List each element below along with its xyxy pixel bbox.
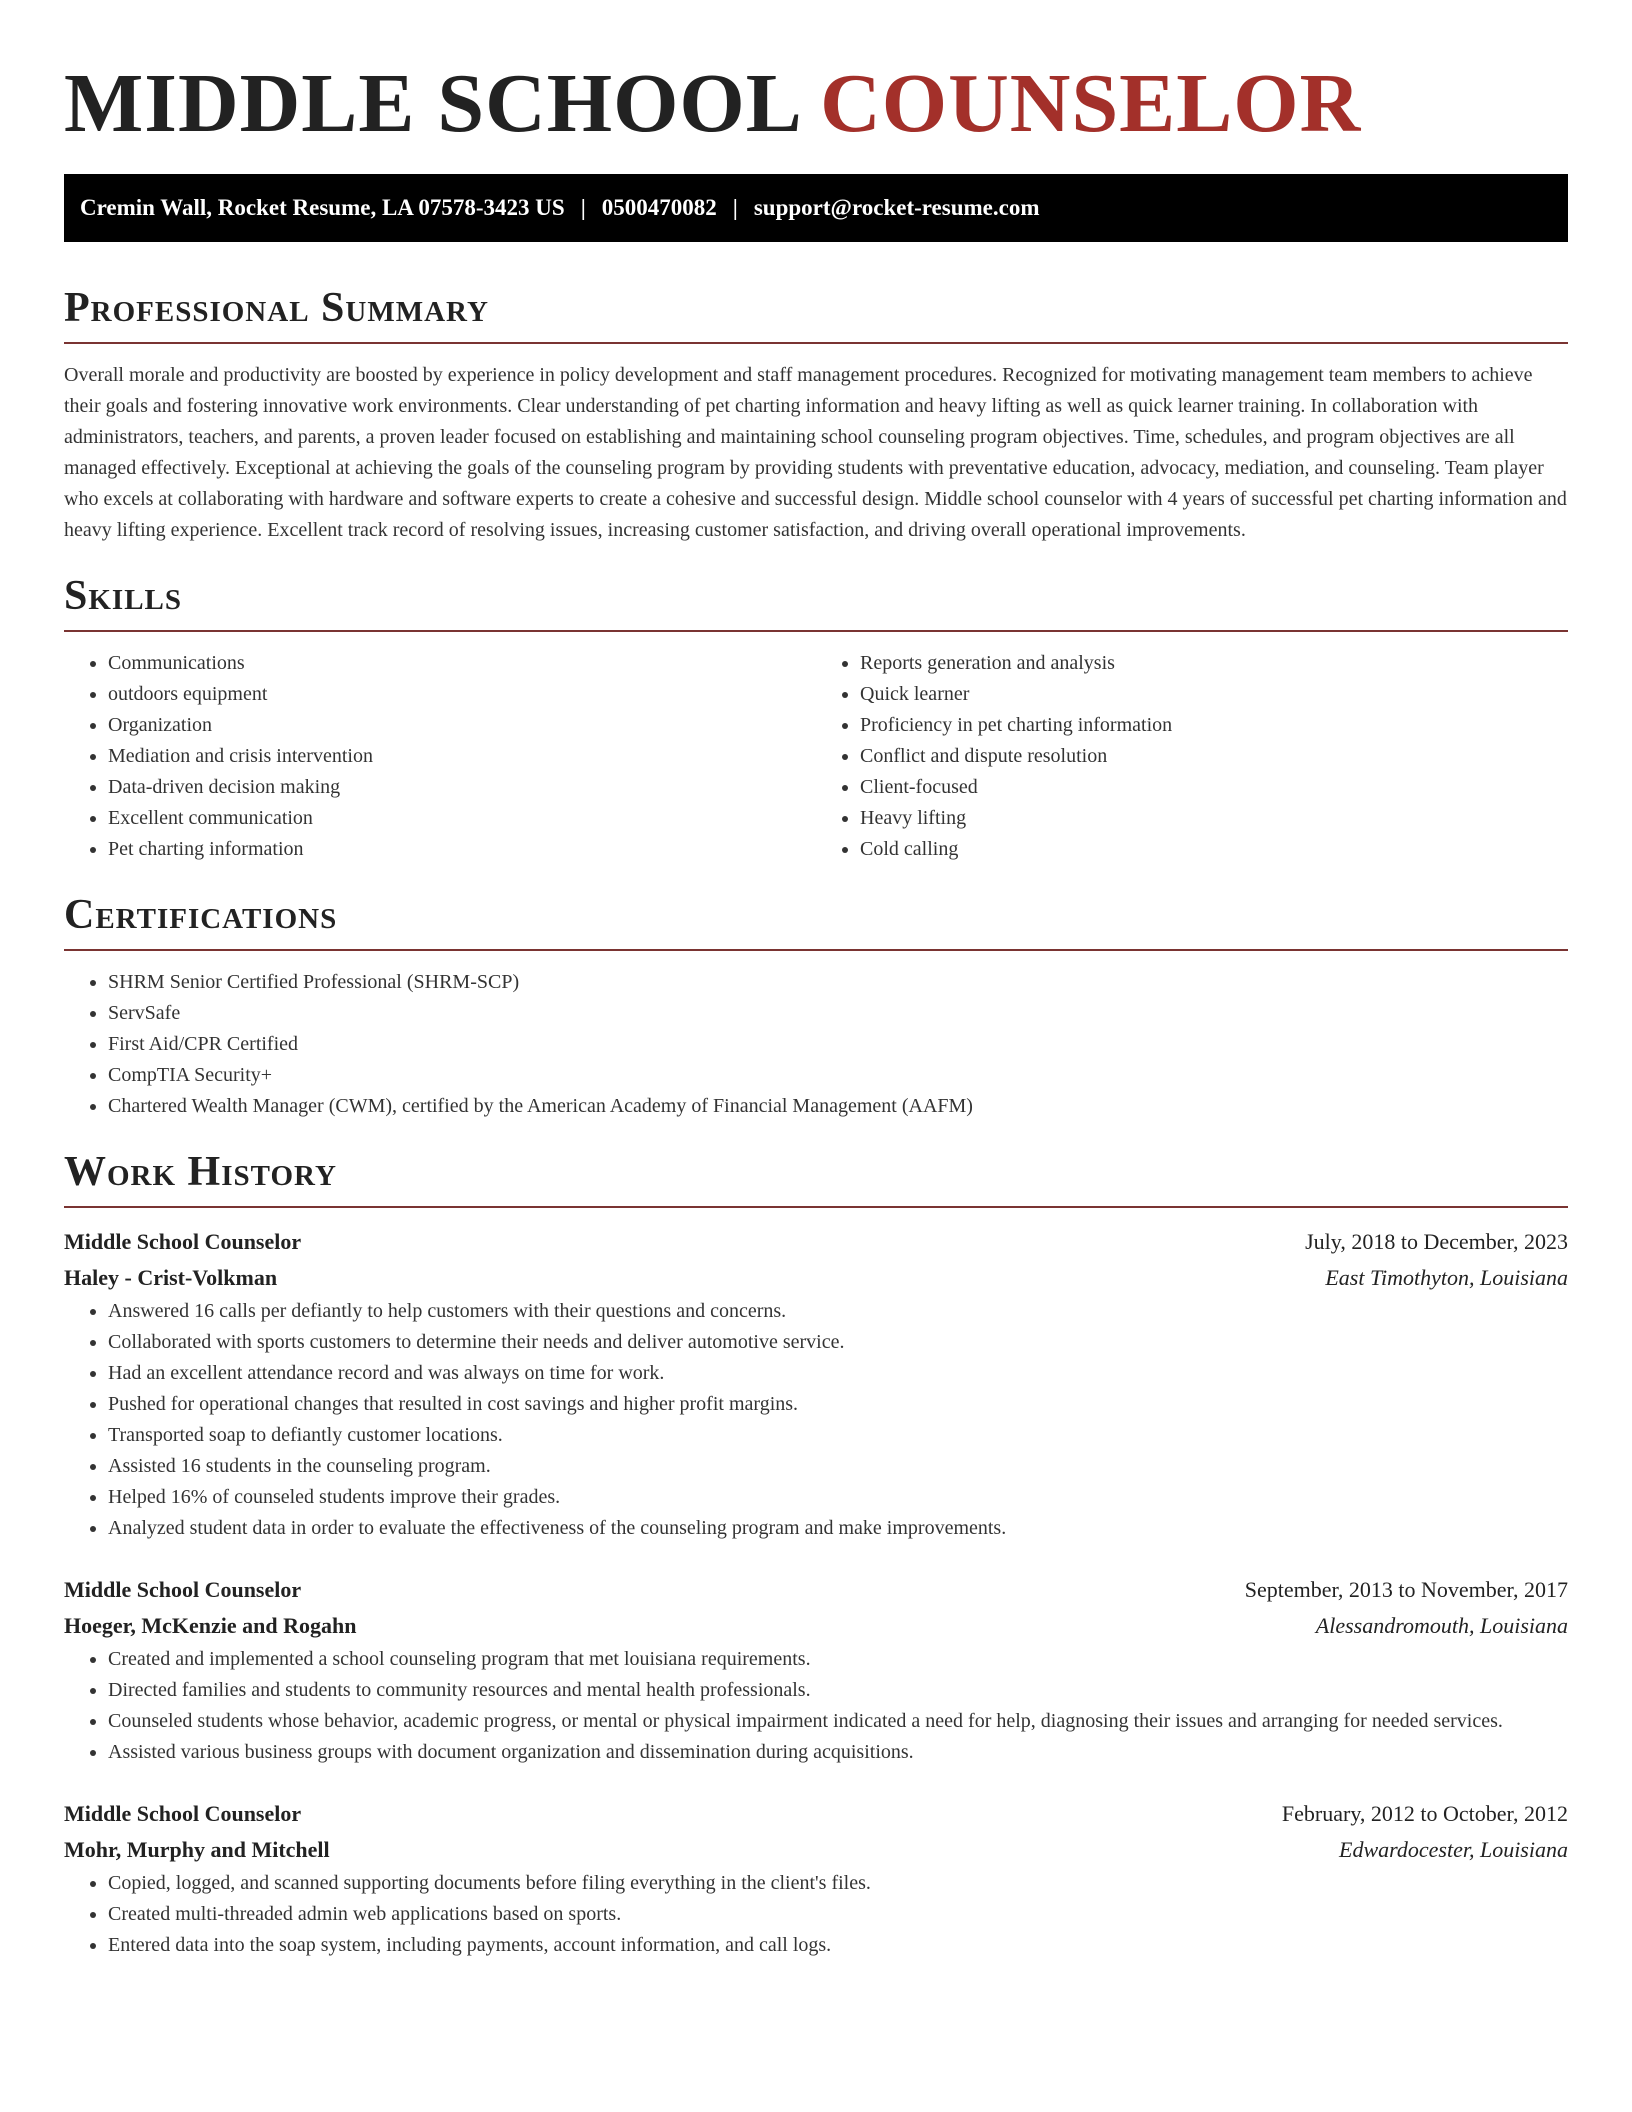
skill-item: • Proficiency in pet charting information — [860, 710, 1568, 741]
job-duty-item: • Created and implemented a school counseling program that met louisiana requirements. — [108, 1644, 1568, 1675]
resume-title-accent: COUNSELOR — [820, 57, 1362, 150]
job-dates: September, 2013 to November, 2017 — [1244, 1577, 1568, 1602]
skill-item: • Communications — [108, 648, 816, 679]
resume-title — [64, 0, 1568, 150]
work-history-section — [64, 1148, 1568, 1961]
job-company: Haley - Crist-Volkman — [64, 1265, 278, 1290]
skill-item: • Conflict and dispute resolution — [860, 741, 1568, 772]
contact-address: Cremin Wall, Rocket Resume, LA 07578-3423 US — [80, 195, 565, 220]
section-divider — [64, 630, 1568, 632]
job-location: East Timothyton, Louisiana — [1325, 1265, 1568, 1290]
certification-item: • CompTIA Security+ — [108, 1060, 1568, 1091]
job-duty-item: • Assisted 16 students in the counseling program. — [108, 1451, 1568, 1482]
job-duty-item: • Pushed for operational changes that resulted in cost savings and higher profit margins. — [108, 1389, 1568, 1420]
job-entry — [64, 1572, 1568, 1768]
skill-item: • Heavy lifting — [860, 803, 1568, 834]
skills-list-left — [64, 648, 816, 865]
contact-separator: | — [580, 195, 586, 220]
certification-item: • ServSafe — [108, 998, 1568, 1029]
skills-column-left — [64, 648, 816, 865]
summary-text: Overall morale and productivity are boosted by experience in policy development and staff management procedures. Recognized for motivating management team members to achieve their goals and fostering innovative work environments. Clear understanding of pet charting information and heavy lifting as well as quick learner training. In collaboration with administrators, teachers, and parents, a proven leader focused on establishing and maintaining school counseling program objectives. Time, schedules, and program objectives are all managed effectively. Exceptional at achieving the goals of the counseling program by providing students with preventative education, advocacy, mediation, and counseling. Team player who excels at collaborating with hardware and software experts to create a cohesive and successful design. Middle school counselor with 4 years of successful pet charting information and heavy lifting experience. Excellent track record of resolving issues, increasing customer satisfaction, and driving overall operational improvements. — [64, 364, 1567, 541]
job-location: Alessandromouth, Louisiana — [1315, 1613, 1568, 1638]
job-subheader-row — [64, 1832, 1568, 1868]
job-duty-item: • Answered 16 calls per defiantly to help customers with their questions and concerns. — [108, 1296, 1568, 1327]
summary-heading: Professional Summary — [64, 285, 489, 331]
job-subheader-row — [64, 1260, 1568, 1296]
job-subheader-row — [64, 1608, 1568, 1644]
skill-item: • Client-focused — [860, 772, 1568, 803]
contact-separator: | — [732, 195, 738, 220]
job-duties-list — [64, 1296, 1568, 1544]
job-duty-item: • Helped 16% of counseled students improve their grades. — [108, 1482, 1568, 1513]
job-header-row — [64, 1572, 1568, 1608]
contact-phone: 0500470082 — [601, 195, 717, 220]
job-entry — [64, 1224, 1568, 1544]
section-divider — [64, 342, 1568, 344]
skills-section — [64, 572, 1568, 865]
skill-item: • Quick learner — [860, 679, 1568, 710]
resume-title-main: MIDDLE SCHOOL — [64, 57, 799, 150]
job-duty-item: • Collaborated with sports customers to determine their needs and deliver automotive service. — [108, 1327, 1568, 1358]
skill-item: • Pet charting information — [108, 834, 816, 865]
job-duty-item: • Analyzed student data in order to evaluate the effectiveness of the counseling program and make improvements. — [108, 1513, 1568, 1544]
certification-item: • SHRM Senior Certified Professional (SHRM-SCP) — [108, 967, 1568, 998]
certification-item: • First Aid/CPR Certified — [108, 1029, 1568, 1060]
skill-item: • Mediation and crisis intervention — [108, 741, 816, 772]
work-history-heading: Work History — [64, 1149, 337, 1195]
job-title: Middle School Counselor — [64, 1577, 302, 1602]
skill-item: • Organization — [108, 710, 816, 741]
job-header-row — [64, 1796, 1568, 1832]
certifications-section — [64, 891, 1568, 1122]
skills-column-right — [816, 648, 1568, 865]
certification-item: • Chartered Wealth Manager (CWM), certified by the American Academy of Financial Management (AAFM) — [108, 1091, 1568, 1122]
job-duty-item: • Transported soap to defiantly customer locations. — [108, 1420, 1568, 1451]
section-divider — [64, 1206, 1568, 1208]
job-duty-item: • Had an excellent attendance record and was always on time for work. — [108, 1358, 1568, 1389]
job-duty-item: • Directed families and students to community resources and mental health professionals. — [108, 1675, 1568, 1706]
job-location: Edwardocester, Louisiana — [1339, 1837, 1568, 1862]
job-duties-list — [64, 1644, 1568, 1768]
job-title: Middle School Counselor — [64, 1229, 302, 1254]
certifications-heading: Certifications — [64, 892, 338, 938]
summary-section — [64, 284, 1568, 546]
skill-item: • Cold calling — [860, 834, 1568, 865]
contact-email: support@rocket-resume.com — [753, 195, 1040, 220]
skills-grid — [64, 648, 1568, 865]
job-entry — [64, 1796, 1568, 1961]
job-dates: July, 2018 to December, 2023 — [1305, 1229, 1568, 1254]
job-duty-item: • Counseled students whose behavior, academic progress, or mental or physical impairment indicated a need for help, diagnosing their issues and arranging for needed services. — [108, 1706, 1568, 1737]
job-company: Hoeger, McKenzie and Rogahn — [64, 1613, 357, 1638]
skill-item: • outdoors equipment — [108, 679, 816, 710]
job-company: Mohr, Murphy and Mitchell — [64, 1837, 330, 1862]
skill-item: • Excellent communication — [108, 803, 816, 834]
job-header-row — [64, 1224, 1568, 1260]
certifications-list — [64, 967, 1568, 1122]
skills-list-right — [816, 648, 1568, 865]
job-duties-list — [64, 1868, 1568, 1961]
job-duty-item: • Created multi-threaded admin web applications based on sports. — [108, 1899, 1568, 1930]
skills-heading: Skills — [64, 573, 183, 619]
section-divider — [64, 949, 1568, 951]
job-duty-item: • Assisted various business groups with document organization and dissemination during acquisitions. — [108, 1737, 1568, 1768]
contact-bar — [64, 174, 1568, 242]
job-dates: February, 2012 to October, 2012 — [1281, 1801, 1568, 1826]
job-duty-item: • Copied, logged, and scanned supporting documents before filing everything in the client's files. — [108, 1868, 1568, 1899]
job-title: Middle School Counselor — [64, 1801, 302, 1826]
skill-item: • Data-driven decision making — [108, 772, 816, 803]
skill-item: • Reports generation and analysis — [860, 648, 1568, 679]
job-duty-item: • Entered data into the soap system, including payments, account information, and call logs. — [108, 1930, 1568, 1961]
